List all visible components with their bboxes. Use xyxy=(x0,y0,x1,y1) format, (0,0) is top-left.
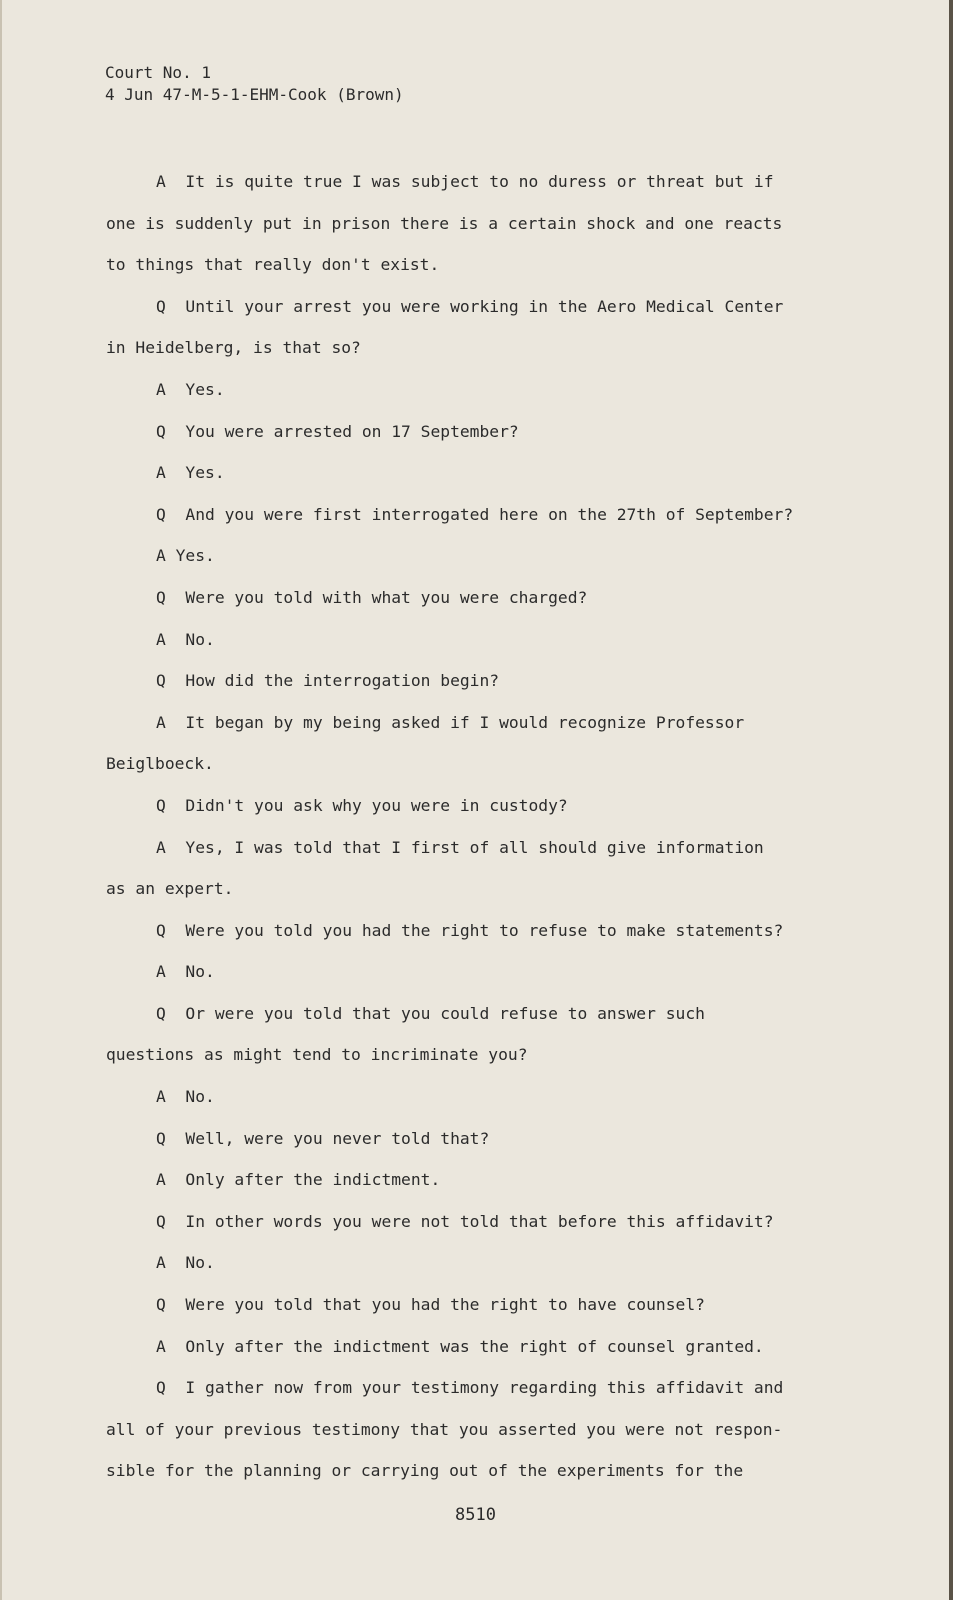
transcript-line: A No. xyxy=(156,962,215,982)
transcript-line: A No. xyxy=(156,1087,215,1107)
transcript-line: in Heidelberg, is that so? xyxy=(106,338,361,358)
transcript-line: Beiglboeck. xyxy=(106,754,214,774)
transcript-line: one is suddenly put in prison there is a certain shock and one reacts xyxy=(106,213,783,233)
transcript-body xyxy=(106,161,826,1492)
transcript-line: Q Didn't you ask why you were in custody? xyxy=(156,795,568,815)
transcript-line: Q I gather now from your testimony regarding this affidavit and xyxy=(156,1378,784,1398)
transcript-line: Q Were you told that you had the right to have counsel? xyxy=(156,1295,705,1315)
transcript-line: A It began by my being asked if I would recognize Professor xyxy=(156,712,745,732)
page-number: 8510 xyxy=(455,1505,496,1525)
transcript-line: Q Were you told with what you were charged? xyxy=(156,587,588,607)
transcript-line: A Yes. xyxy=(156,379,225,399)
transcript-line: A Yes. xyxy=(156,463,225,483)
transcript-line: Q Well, were you never told that? xyxy=(156,1128,490,1148)
transcript-line: A It is quite true I was subject to no duress or threat but if xyxy=(156,172,774,191)
document-header xyxy=(105,62,404,106)
transcript-line: as an expert. xyxy=(106,879,234,899)
transcript-line: Q Or were you told that you could refuse to answer such xyxy=(156,1003,705,1023)
transcript-line: sible for the planning or carrying out of the experiments for the xyxy=(106,1461,744,1481)
transcript-line: A No. xyxy=(156,1253,215,1273)
transcript-line: Q You were arrested on 17 September? xyxy=(156,421,519,441)
transcript-line: Q In other words you were not told that before this affidavit? xyxy=(156,1211,774,1231)
transcript-line: to things that really don't exist. xyxy=(106,255,440,275)
transcript-line: Q How did the interrogation begin? xyxy=(156,671,500,691)
session-reference: 4 Jun 47-M-5-1-EHM-Cook (Brown) xyxy=(105,85,404,104)
transcript-line: Q And you were first interrogated here on the 27th of September? xyxy=(156,504,794,524)
court-number: Court No. 1 xyxy=(105,63,211,82)
transcript-line: A Only after the indictment was the right of counsel granted. xyxy=(156,1336,764,1356)
transcript-line: A Yes, I was told that I first of all should give information xyxy=(156,837,764,857)
transcript-line: all of your previous testimony that you asserted you were not respon- xyxy=(106,1419,783,1439)
transcript-line: A No. xyxy=(156,629,215,649)
transcript-line: A Only after the indictment. xyxy=(156,1170,441,1190)
transcript-line: Q Were you told you had the right to refuse to make statements? xyxy=(156,920,784,940)
transcript-line: questions as might tend to incriminate you? xyxy=(106,1045,528,1065)
transcript-line: A Yes. xyxy=(156,546,215,566)
transcript-line: Q Until your arrest you were working in the Aero Medical Center xyxy=(156,296,784,316)
